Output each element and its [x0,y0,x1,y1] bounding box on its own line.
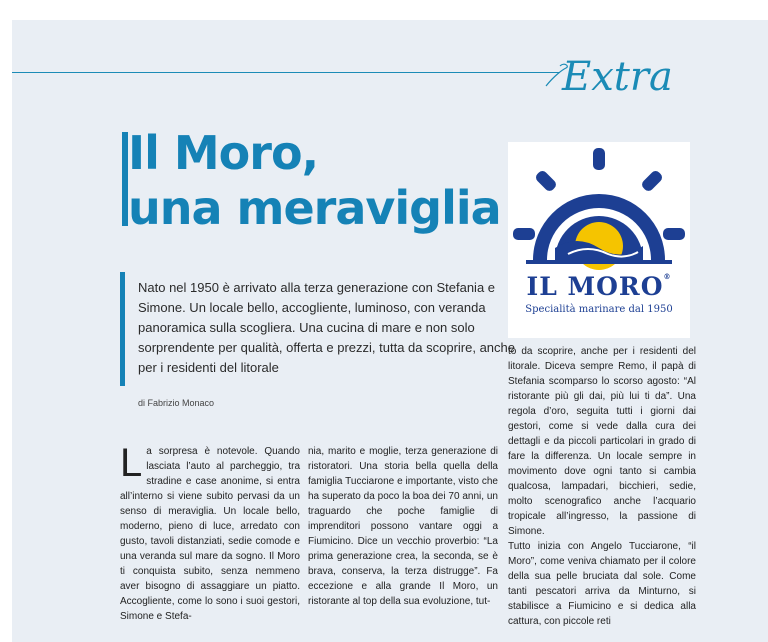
body-column-1 [120,441,300,624]
logo-tagline: Specialità marinare dal 1950 [525,304,673,315]
section-label [544,46,704,104]
section-label-text: Extra [562,54,673,100]
body-text-column-3b: Tutto inizia con Angelo Tucciarone, “il Moro”, come veniva chiamato per il colore della sua pelle bruciata dal sole. Come tanti pescatori arriva da Minturno, si stabilisce a Fiumicino e si dedica alla cattura, con piccole reti [508,541,696,627]
registered-mark: ® [663,272,672,281]
body-column-3 [508,344,696,629]
article-byline: di Fabrizio Monaco [138,398,215,408]
body-column-2 [308,444,498,609]
article-title-line-1: Il Moro, [128,126,319,180]
section-rule [12,72,560,73]
lead-accent-bar [120,272,125,386]
magazine-page [12,20,768,642]
logo-wordmark-text: IL MORO [526,272,664,301]
restaurant-logo [508,142,690,338]
body-text-column-2: nia, marito e moglie, terza generazione di ristoratori. Una storia bella quella della famiglia Tucciarone e importante, visto che ha superato da poco la boa dei 70 anni, un traguardo che poche famiglie di imprenditori possono vantare oggi a Fiumicino. Dice un vecchio proverbio: “La prima generazione crea, la seconda, se è brava, conserva, la terza distrugge”. Fa eccezione e alla grande Il Moro, un ristorante al top della sua evoluzione, tut- [308,446,498,607]
logo-wordmark [508,272,690,301]
article-lead: Nato nel 1950 è arrivato alla terza generazione con Stefania e Simone. Un locale bello, accogliente, luminoso, con veranda panoramica sulla scogliera. Una cucina di mare e non solo sorprendente per qualità, offerta e prezzi, tutta da scoprire, anche per i residenti del litorale [138,280,515,375]
ship-wheel-icon [508,142,690,270]
drop-cap: L [120,441,143,485]
article-title-line-2: una meraviglia [128,181,501,235]
body-text-column-1: a sorpresa è notevole. Quando lasciata l’auto al parcheggio, tra stradine e case anonime, si entra all’interno si viene subito pervasi da un senso di meraviglia. Un locale bello, moderno, pieno di luce, arredato con gusto, tavoli distanziati, sedie comode e una veranda sul mare da sogno. Il Moro ti conquista subito, senza nemmeno aver bisogno di assaggiare un piatto. Accogliente, come lo sono i suoi gestori, Simone e Stefa- [120,446,300,622]
body-text-column-3a: to da scoprire, anche per i residenti del litorale. Diceva sempre Remo, il papà di Stefania scomparso lo scorso agosto: “Al ristorante più gli dai, più lui ti da”. Una regola d’oro, seguita tutti i giorni dai gestori, come si vede dalla cura dei dettagli e da piccoli particolari in grado di fare la differenza. Un locale sempre in movimento dove ogni tanto si cambia qualcosa, lampadari, bicchieri, sedie, molto scenografico anche l’acquario tropicale all’ingresso, la passione di Simone. [508,346,696,537]
